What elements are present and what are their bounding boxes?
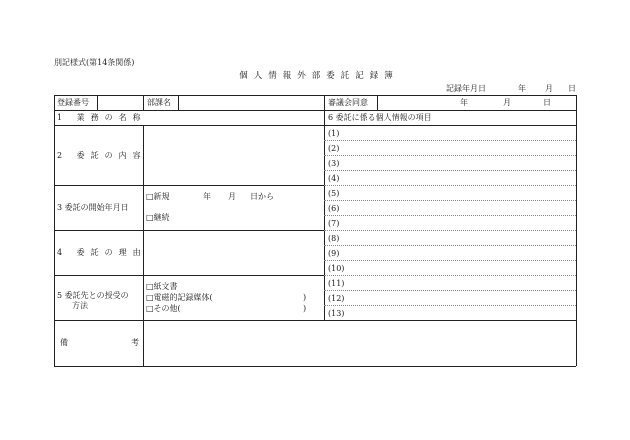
table-border-top — [54, 95, 576, 96]
record-day-label: 日 — [568, 84, 576, 93]
business-name-label: 1 業務の名称 — [57, 113, 147, 122]
remarks-label: 備 — [60, 338, 68, 347]
start-month-label: 月 — [228, 192, 236, 201]
consent-month-label: 月 — [503, 98, 511, 107]
table-rule — [54, 320, 576, 321]
start-date-label: 3 委託の開始年月日 — [57, 203, 129, 212]
department-label: 部課名 — [147, 98, 171, 107]
start-from-label: 日から — [250, 192, 274, 201]
reason-label: 4 委託の理由 — [57, 248, 147, 257]
table-rule — [377, 95, 378, 110]
record-year-label: 年 — [518, 84, 526, 93]
item-number: (7) — [328, 219, 340, 228]
table-border-left — [54, 95, 55, 366]
item-number: (4) — [328, 174, 340, 183]
other-checkbox[interactable]: □その他( — [146, 304, 181, 313]
table-rule — [54, 230, 324, 231]
paper-checkbox[interactable]: □紙文書 — [146, 282, 178, 291]
table-rule — [143, 95, 144, 110]
item-number: (9) — [328, 249, 340, 258]
delivery-method-label: 5 委託先との授受の — [57, 291, 129, 300]
registration-number-label: 登録番号 — [57, 98, 89, 107]
continue-checkbox[interactable]: □継続 — [146, 213, 170, 222]
item-number: (12) — [328, 294, 345, 303]
start-year-label: 年 — [203, 192, 211, 201]
table-rule — [54, 125, 576, 126]
other-close-paren: ) — [303, 304, 307, 313]
item-number: (6) — [328, 204, 340, 213]
contents-label: 2 委託の内容 — [57, 151, 147, 160]
form-label: 別記様式(第14条関係) — [54, 58, 135, 67]
table-rule — [324, 95, 325, 320]
item-number: (2) — [328, 144, 340, 153]
item-number: (10) — [328, 264, 345, 273]
consent-year-label: 年 — [460, 98, 468, 107]
record-month-label: 月 — [545, 84, 553, 93]
table-rule — [54, 110, 576, 111]
item-number: (3) — [328, 159, 340, 168]
table-rule — [97, 95, 98, 110]
new-checkbox[interactable]: □新規 — [146, 192, 170, 201]
item-number: (1) — [328, 129, 340, 138]
personal-info-heading: 6 委託に係る個人情報の項目 — [328, 113, 432, 122]
table-border-bottom — [54, 366, 576, 367]
electronic-close-paren: ) — [303, 293, 307, 302]
table-border-right — [576, 95, 577, 366]
delivery-method-label-2: 方法 — [72, 301, 88, 310]
remarks-label-2: 考 — [131, 338, 139, 347]
consent-day-label: 日 — [543, 98, 551, 107]
item-number: (13) — [328, 309, 345, 318]
council-consent-label: 審議会同意 — [328, 98, 368, 107]
table-rule — [178, 95, 179, 110]
page-title: 個人情報外部委託記録簿 — [239, 71, 399, 81]
item-number: (8) — [328, 234, 340, 243]
record-date-label: 記録年月日 — [446, 84, 486, 93]
table-rule — [54, 185, 324, 186]
item-number: (5) — [328, 189, 340, 198]
table-rule — [143, 125, 144, 366]
item-number: (11) — [328, 279, 345, 288]
table-rule — [54, 275, 324, 276]
electronic-media-checkbox[interactable]: □電磁的記録媒体( — [146, 293, 213, 302]
